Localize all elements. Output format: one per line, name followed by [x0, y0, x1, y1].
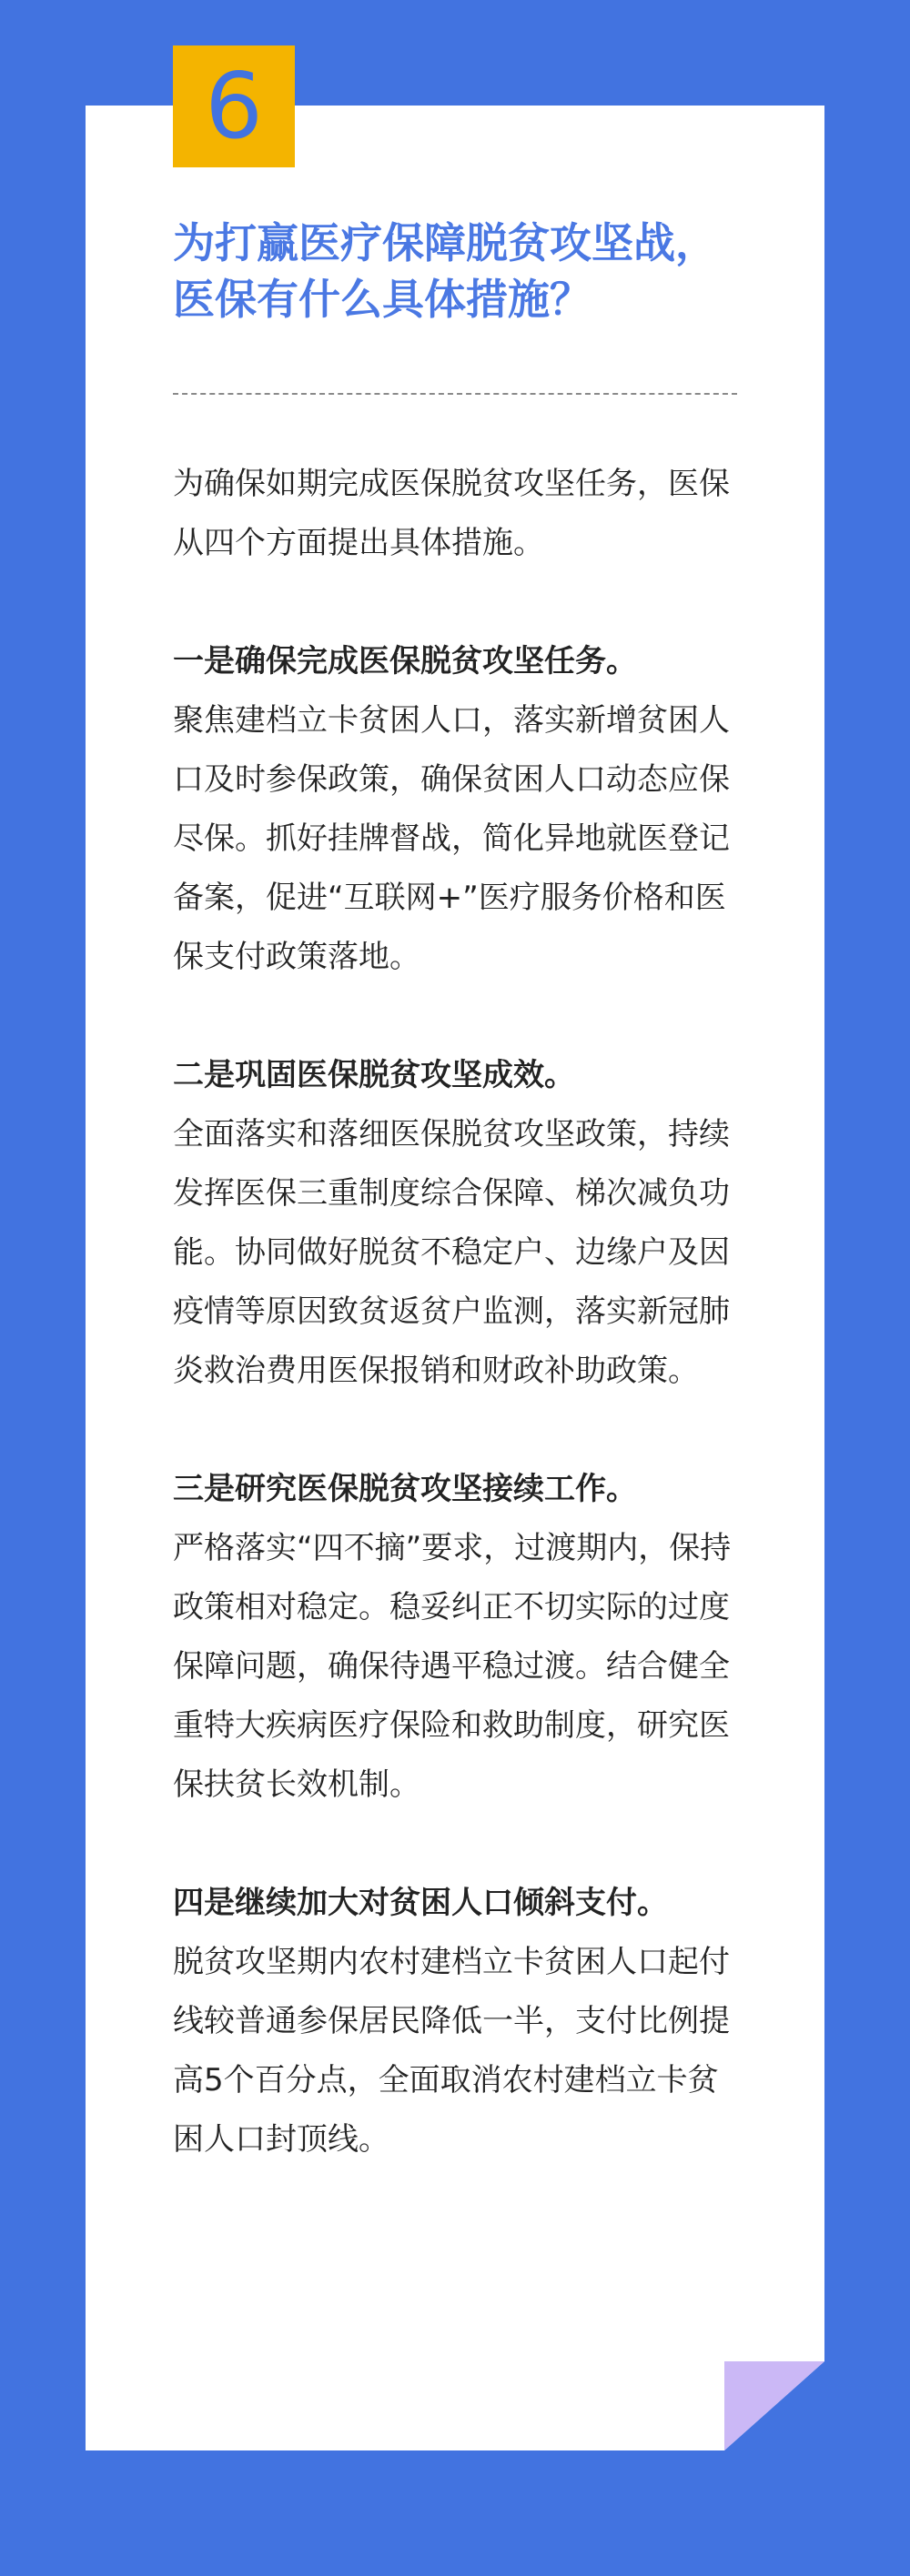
section-heading: 二是巩固医保脱贫攻坚成效。: [173, 1057, 575, 1093]
section-1: [173, 632, 737, 987]
section-heading: 四是继续加大对贫困人口倾斜支付。: [173, 1885, 668, 1921]
badge-number: 6: [205, 53, 263, 159]
section-heading: 一是确保完成医保脱贫攻坚任务。: [173, 643, 637, 679]
number-badge: [173, 45, 295, 167]
section-2: [173, 1046, 737, 1401]
intro-paragraph: 为确保如期完成医保脱贫攻坚任务，医保从四个方面提出具体措施。: [173, 466, 730, 561]
section-body: 聚焦建档立卡贫困人口，落实新增贫困人口及时参保政策，确保贫困人口动态应保尽保。抓好挂牌督战，简化异地就医登记备案，促进“互联网+”医疗服务价格和医保支付政策落地。: [173, 702, 730, 975]
section-3: [173, 1460, 737, 1815]
article-body: [173, 455, 737, 2229]
page-fold-corner: [724, 2361, 824, 2450]
dashed-divider: [173, 393, 737, 395]
section-heading: 三是研究医保脱贫攻坚接续工作。: [173, 1471, 637, 1507]
section-body: 脱贫攻坚期内农村建档立卡贫困人口起付线较普通参保居民降低一半，支付比例提高5个百分点，全面取消农村建档立卡贫困人口封顶线。: [173, 1944, 730, 2158]
section-body: 全面落实和落细医保脱贫攻坚政策，持续发挥医保三重制度综合保障、梯次减负功能。协同做好脱贫不稳定户、边缘户及因疫情等原因致贫返贫户监测，落实新冠肺炎救治费用医保报销和财政补助政策。: [173, 1116, 730, 1389]
page-title: 为打赢医疗保障脱贫攻坚战，医保有什么具体措施？: [173, 218, 717, 324]
section-4: [173, 1874, 737, 2169]
section-body: 严格落实“四不摘”要求，过渡期内，保持政策相对稳定。稳妥纠正不切实际的过度保障问题，确保待遇平稳过渡。结合健全重特大疾病医疗保险和救助制度，研究医保扶贫长效机制。: [173, 1530, 732, 1803]
